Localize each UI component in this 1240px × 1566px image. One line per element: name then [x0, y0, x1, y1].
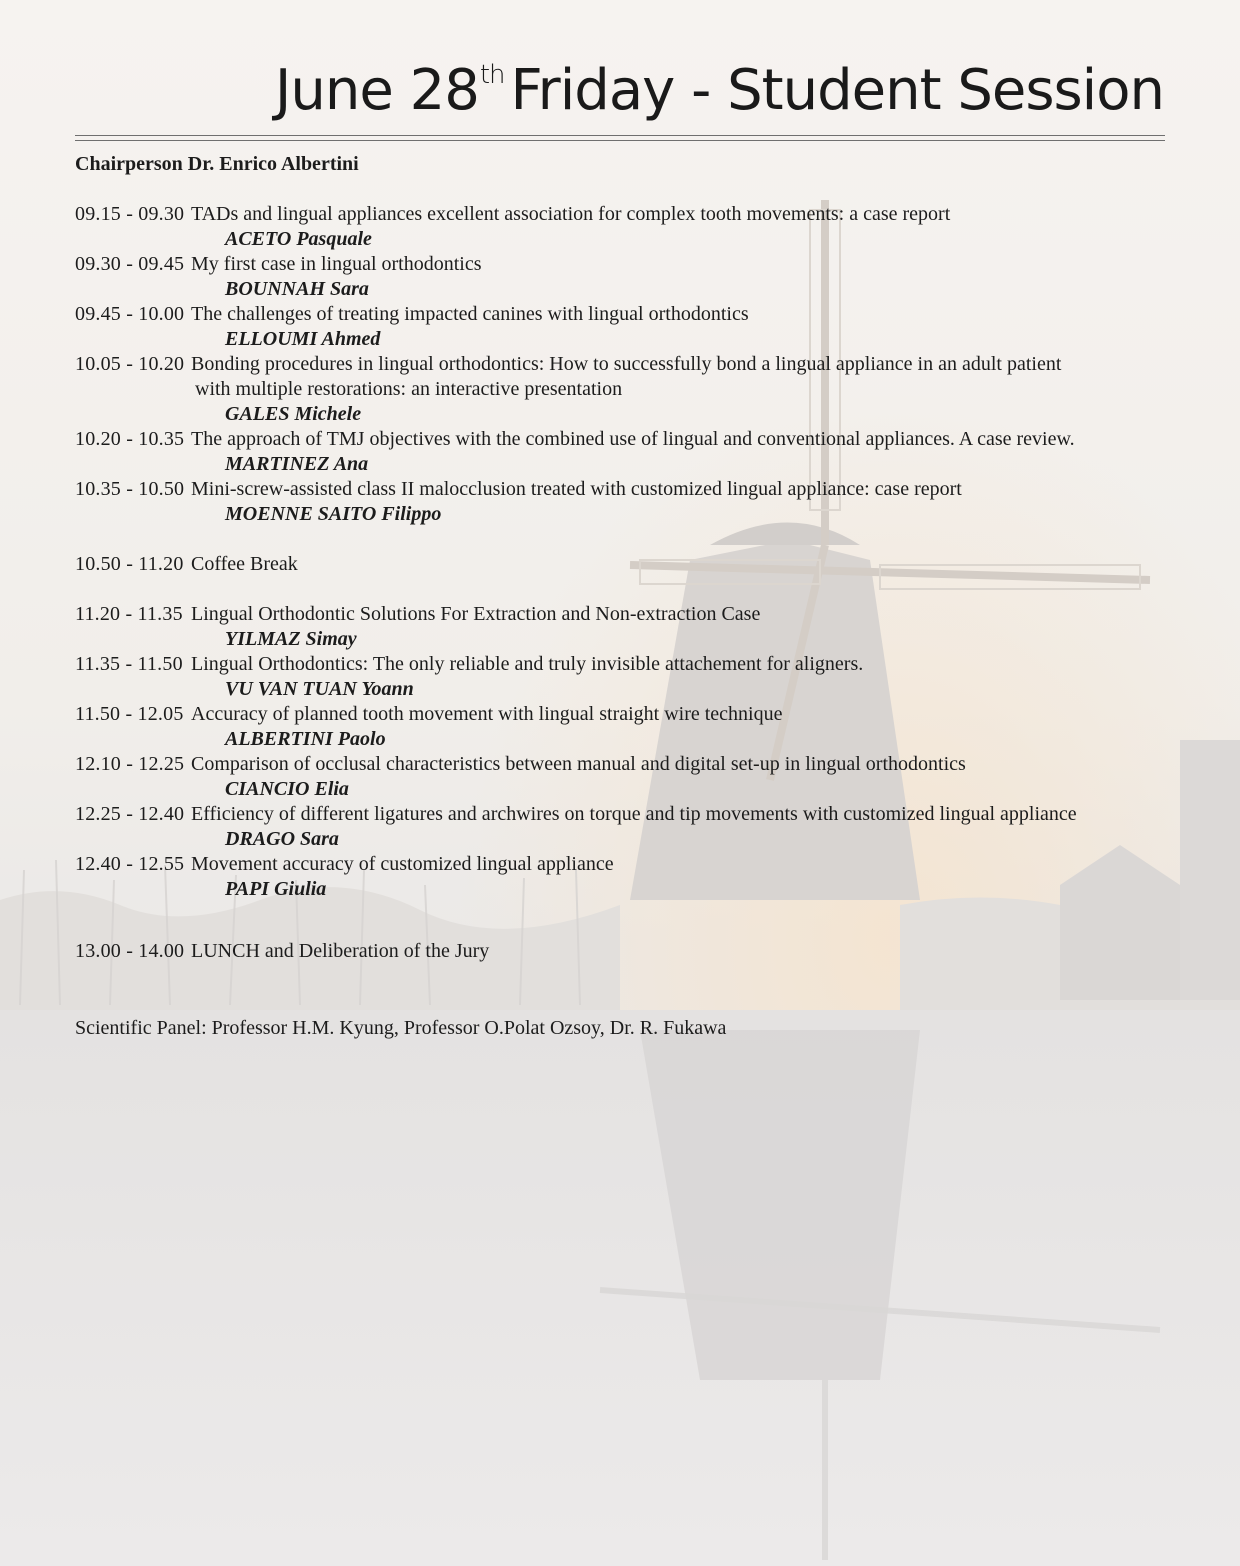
talk-speaker: DRAGO Sara — [225, 828, 339, 850]
title-date: June 28 — [274, 58, 479, 123]
talk-speaker: CIANCIO Elia — [225, 778, 349, 800]
talk-title: The challenges of treating impacted canines with lingual orthodontics — [191, 303, 749, 325]
talk-row — [75, 252, 1175, 302]
talk-row — [75, 652, 1175, 702]
talk-time: 10.20 - 10.35 — [75, 428, 185, 450]
talk-title: Efficiency of different ligatures and archwires on torque and tip movements with customized lingual appliance — [191, 803, 1077, 825]
scientific-panel: Scientific Panel: Professor H.M. Kyung, Professor O.Polat Ozsoy, Dr. R. Fukawa — [75, 1017, 727, 1039]
talk-title: Accuracy of planned tooth movement with lingual straight wire technique — [191, 703, 783, 725]
talk-speaker: MOENNE SAITO Filippo — [225, 503, 442, 525]
talk-row — [75, 202, 1175, 252]
talk-title-continued: with multiple restorations: an interactive presentation — [195, 378, 623, 400]
talk-title: My first case in lingual orthodontics — [191, 253, 482, 275]
title-rule-bottom — [75, 140, 1165, 141]
talk-time: 12.10 - 12.25 — [75, 753, 185, 775]
talk-title: Movement accuracy of customized lingual appliance — [191, 853, 614, 875]
lunch-title: LUNCH and Deliberation of the Jury — [191, 940, 490, 962]
talk-title: Lingual Orthodontic Solutions For Extraction and Non-extraction Case — [191, 603, 761, 625]
talk-time: 12.25 - 12.40 — [75, 803, 185, 825]
talk-row — [75, 852, 1175, 902]
talk-speaker: YILMAZ Simay — [225, 628, 357, 650]
break-time: 10.50 - 11.20 — [75, 553, 184, 575]
talk-row — [75, 427, 1175, 477]
talk-row — [75, 752, 1175, 802]
talk-time: 09.15 - 09.30 — [75, 203, 185, 225]
lunch-time: 13.00 - 14.00 — [75, 940, 185, 962]
talk-row — [75, 602, 1175, 652]
talk-speaker: BOUNNAH Sara — [225, 278, 369, 300]
talk-time: 11.20 - 11.35 — [75, 603, 183, 625]
talk-row — [75, 802, 1175, 852]
page-title — [274, 58, 1164, 123]
talk-time: 12.40 - 12.55 — [75, 853, 185, 875]
talk-time: 10.35 - 10.50 — [75, 478, 185, 500]
title-rule-top — [75, 135, 1165, 136]
talk-title: Mini-screw-assisted class II malocclusion treated with customized lingual appliance: case report — [191, 478, 962, 500]
chairperson: Chairperson Dr. Enrico Albertini — [75, 153, 359, 175]
talk-speaker: ACETO Pasquale — [225, 228, 372, 250]
talk-row — [75, 702, 1175, 752]
talk-row — [75, 352, 1175, 427]
title-date-suffix: th — [479, 60, 505, 90]
title-session: Friday - Student Session — [510, 58, 1164, 123]
talk-time: 11.35 - 11.50 — [75, 653, 183, 675]
talk-speaker: ALBERTINI Paolo — [225, 728, 386, 750]
program-content — [75, 152, 1175, 1041]
talk-row — [75, 302, 1175, 352]
break-title: Coffee Break — [191, 553, 298, 575]
coffee-break-row — [75, 552, 1175, 577]
talk-speaker: VU VAN TUAN Yoann — [225, 678, 414, 700]
talk-title: Lingual Orthodontics: The only reliable and truly invisible attachement for aligners. — [191, 653, 864, 675]
talk-time: 10.05 - 10.20 — [75, 353, 185, 375]
talk-title: Comparison of occlusal characteristics between manual and digital set-up in lingual orthodontics — [191, 753, 966, 775]
talk-title: Bonding procedures in lingual orthodontics: How to successfully bond a lingual appliance in an adult patient — [191, 353, 1062, 375]
talk-row — [75, 477, 1175, 527]
talk-speaker: PAPI Giulia — [225, 878, 327, 900]
talk-speaker: MARTINEZ Ana — [225, 453, 369, 475]
talk-time: 09.45 - 10.00 — [75, 303, 185, 325]
talk-title: The approach of TMJ objectives with the combined use of lingual and conventional appliances. A case review. — [191, 428, 1075, 450]
talk-speaker: GALES Michele — [225, 403, 362, 425]
talk-time: 11.50 - 12.05 — [75, 703, 184, 725]
talk-title: TADs and lingual appliances excellent association for complex tooth movements: a case report — [191, 203, 951, 225]
lunch-row — [75, 939, 1175, 964]
talk-speaker: ELLOUMI Ahmed — [225, 328, 381, 350]
talk-time: 09.30 - 09.45 — [75, 253, 185, 275]
